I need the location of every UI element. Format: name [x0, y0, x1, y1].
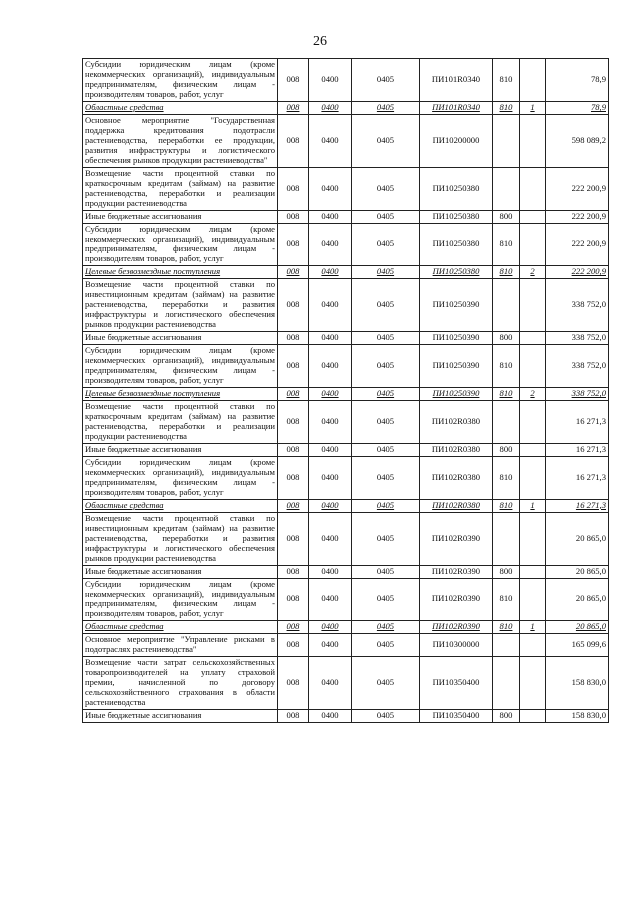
funding-source-cell: [520, 210, 546, 223]
expense-type-cell: [493, 657, 520, 710]
funding-source-cell: [520, 114, 546, 167]
row-name-cell: Областные средства: [83, 499, 278, 512]
amount-cell: 338 752,0: [546, 332, 609, 345]
table-row: [83, 345, 609, 388]
target-article-cell: ПИ102R0380: [420, 401, 493, 444]
target-article-cell: ПИ101R0340: [420, 59, 493, 102]
row-name-cell: Субсидии юридическим лицам (кроме некоммерческих организаций), индивидуальным предпринимателям, физическим лицам - производителям товаров, работ, услуг: [83, 59, 278, 102]
funding-source-cell: [520, 634, 546, 657]
funding-source-cell: [520, 401, 546, 444]
funding-source-cell: 1: [520, 499, 546, 512]
amount-cell: 222 200,9: [546, 167, 609, 210]
expense-type-cell: 800: [493, 443, 520, 456]
row-name-cell: Основное мероприятие "Государственная поддержка кредитования подотрасли растениеводства, переработки ее продукции, развития инфраструктуры и логистического обеспечения рынков продукции растениеводства": [83, 114, 278, 167]
section-code-cell: 0400: [309, 578, 352, 621]
ministry-code-cell: 008: [278, 332, 309, 345]
amount-cell: 16 271,3: [546, 443, 609, 456]
expense-type-cell: 810: [493, 223, 520, 266]
funding-source-cell: 1: [520, 101, 546, 114]
subsection-code-cell: 0405: [352, 167, 420, 210]
subsection-code-cell: 0405: [352, 565, 420, 578]
expense-type-cell: 800: [493, 710, 520, 723]
target-article-cell: ПИ10250390: [420, 388, 493, 401]
expense-type-cell: 810: [493, 101, 520, 114]
funding-source-cell: [520, 657, 546, 710]
amount-cell: 598 089,2: [546, 114, 609, 167]
subsection-code-cell: 0405: [352, 401, 420, 444]
funding-source-cell: [520, 345, 546, 388]
target-article-cell: ПИ10350400: [420, 710, 493, 723]
row-name-cell: Иные бюджетные ассигнования: [83, 710, 278, 723]
table-row: [83, 388, 609, 401]
section-code-cell: 0400: [309, 710, 352, 723]
row-name-cell: Возмещение части затрат сельскохозяйственных товаропроизводителей на уплату страховой премии, начисленной по договору сельскохозяйственного страхования в области растениеводства: [83, 657, 278, 710]
subsection-code-cell: 0405: [352, 578, 420, 621]
expense-type-cell: 810: [493, 388, 520, 401]
subsection-code-cell: 0405: [352, 499, 420, 512]
row-name-cell: Целевые безвозмездные поступления: [83, 266, 278, 279]
table-row: [83, 401, 609, 444]
expense-type-cell: [493, 401, 520, 444]
subsection-code-cell: 0405: [352, 279, 420, 332]
row-name-cell: Основное мероприятие "Управление рисками в подотраслях растениеводства": [83, 634, 278, 657]
table-row: [83, 710, 609, 723]
expense-type-cell: 800: [493, 565, 520, 578]
amount-cell: 222 200,9: [546, 210, 609, 223]
subsection-code-cell: 0405: [352, 59, 420, 102]
row-name-cell: Иные бюджетные ассигнования: [83, 443, 278, 456]
funding-source-cell: 2: [520, 266, 546, 279]
target-article-cell: ПИ10250380: [420, 266, 493, 279]
ministry-code-cell: 008: [278, 101, 309, 114]
ministry-code-cell: 008: [278, 401, 309, 444]
section-code-cell: 0400: [309, 565, 352, 578]
subsection-code-cell: 0405: [352, 223, 420, 266]
funding-source-cell: [520, 512, 546, 565]
section-code-cell: 0400: [309, 345, 352, 388]
row-name-cell: Возмещение части процентной ставки по инвестиционным кредитам (займам) на развитие растениеводства, переработки и развития инфраструктуры и логистического обеспечения рынков продукции растениеводства: [83, 512, 278, 565]
expense-type-cell: [493, 114, 520, 167]
table-row: [83, 512, 609, 565]
funding-source-cell: [520, 279, 546, 332]
amount-cell: 78,9: [546, 101, 609, 114]
funding-source-cell: [520, 443, 546, 456]
section-code-cell: 0400: [309, 657, 352, 710]
ministry-code-cell: 008: [278, 456, 309, 499]
table-row: [83, 223, 609, 266]
expense-type-cell: [493, 279, 520, 332]
table-row: [83, 634, 609, 657]
section-code-cell: 0400: [309, 512, 352, 565]
target-article-cell: ПИ10200000: [420, 114, 493, 167]
section-code-cell: 0400: [309, 456, 352, 499]
expense-type-cell: 810: [493, 345, 520, 388]
row-name-cell: Возмещение части процентной ставки по инвестиционным кредитам (займам) на развитие растениеводства, переработки и развития инфраструктуры и логистического обеспечения рынков продукции растениеводства: [83, 279, 278, 332]
ministry-code-cell: 008: [278, 266, 309, 279]
ministry-code-cell: 008: [278, 167, 309, 210]
section-code-cell: 0400: [309, 223, 352, 266]
section-code-cell: 0400: [309, 388, 352, 401]
page-number: 26: [313, 34, 327, 49]
expense-type-cell: [493, 167, 520, 210]
expense-type-cell: 810: [493, 456, 520, 499]
subsection-code-cell: 0405: [352, 388, 420, 401]
funding-source-cell: [520, 59, 546, 102]
ministry-code-cell: 008: [278, 634, 309, 657]
target-article-cell: ПИ10250380: [420, 223, 493, 266]
target-article-cell: ПИ102R0390: [420, 621, 493, 634]
ministry-code-cell: 008: [278, 223, 309, 266]
target-article-cell: ПИ10250390: [420, 279, 493, 332]
target-article-cell: ПИ102R0390: [420, 512, 493, 565]
section-code-cell: 0400: [309, 499, 352, 512]
target-article-cell: ПИ102R0390: [420, 565, 493, 578]
funding-source-cell: [520, 332, 546, 345]
ministry-code-cell: 008: [278, 279, 309, 332]
subsection-code-cell: 0405: [352, 456, 420, 499]
amount-cell: 222 200,9: [546, 223, 609, 266]
expense-type-cell: 810: [493, 578, 520, 621]
funding-source-cell: 1: [520, 621, 546, 634]
ministry-code-cell: 008: [278, 443, 309, 456]
target-article-cell: ПИ102R0380: [420, 499, 493, 512]
target-article-cell: ПИ102R0380: [420, 443, 493, 456]
target-article-cell: ПИ10350400: [420, 657, 493, 710]
funding-source-cell: [520, 710, 546, 723]
section-code-cell: 0400: [309, 279, 352, 332]
funding-source-cell: [520, 565, 546, 578]
section-code-cell: 0400: [309, 114, 352, 167]
target-article-cell: ПИ101R0340: [420, 101, 493, 114]
amount-cell: 222 200,9: [546, 266, 609, 279]
table-row: [83, 279, 609, 332]
amount-cell: 16 271,3: [546, 456, 609, 499]
amount-cell: 78,9: [546, 59, 609, 102]
target-article-cell: ПИ10250390: [420, 345, 493, 388]
row-name-cell: Субсидии юридическим лицам (кроме некоммерческих организаций), индивидуальным предпринимателям, физическим лицам - производителям товаров, работ, услуг: [83, 345, 278, 388]
table-row: [83, 114, 609, 167]
expense-type-cell: 800: [493, 210, 520, 223]
row-name-cell: Возмещение части процентной ставки по краткосрочным кредитам (займам) на развитие растениеводства, переработки и реализации продукции растениеводства: [83, 167, 278, 210]
amount-cell: 338 752,0: [546, 388, 609, 401]
target-article-cell: ПИ10300000: [420, 634, 493, 657]
table-row: [83, 499, 609, 512]
ministry-code-cell: 008: [278, 657, 309, 710]
amount-cell: 16 271,3: [546, 401, 609, 444]
funding-source-cell: 2: [520, 388, 546, 401]
table-row: [83, 578, 609, 621]
section-code-cell: 0400: [309, 167, 352, 210]
section-code-cell: 0400: [309, 401, 352, 444]
subsection-code-cell: 0405: [352, 621, 420, 634]
table-row: [83, 565, 609, 578]
section-code-cell: 0400: [309, 443, 352, 456]
amount-cell: 16 271,3: [546, 499, 609, 512]
amount-cell: 158 830,0: [546, 710, 609, 723]
section-code-cell: 0400: [309, 59, 352, 102]
row-name-cell: Субсидии юридическим лицам (кроме некоммерческих организаций), индивидуальным предпринимателям, физическим лицам - производителям товаров, работ, услуг: [83, 456, 278, 499]
amount-cell: 165 099,6: [546, 634, 609, 657]
subsection-code-cell: 0405: [352, 512, 420, 565]
expense-type-cell: [493, 512, 520, 565]
ministry-code-cell: 008: [278, 114, 309, 167]
amount-cell: 20 865,0: [546, 578, 609, 621]
expense-type-cell: [493, 634, 520, 657]
ministry-code-cell: 008: [278, 59, 309, 102]
expense-type-cell: 810: [493, 499, 520, 512]
target-article-cell: ПИ10250390: [420, 332, 493, 345]
amount-cell: 158 830,0: [546, 657, 609, 710]
ministry-code-cell: 008: [278, 345, 309, 388]
target-article-cell: ПИ10250380: [420, 210, 493, 223]
table-row: [83, 266, 609, 279]
row-name-cell: Субсидии юридическим лицам (кроме некоммерческих организаций), индивидуальным предпринимателям, физическим лицам - производителям товаров, работ, услуг: [83, 223, 278, 266]
table-row: [83, 456, 609, 499]
expense-type-cell: 800: [493, 332, 520, 345]
section-code-cell: 0400: [309, 266, 352, 279]
amount-cell: 20 865,0: [546, 621, 609, 634]
subsection-code-cell: 0405: [352, 710, 420, 723]
table-row: [83, 443, 609, 456]
subsection-code-cell: 0405: [352, 210, 420, 223]
expense-type-cell: 810: [493, 266, 520, 279]
ministry-code-cell: 008: [278, 512, 309, 565]
amount-cell: 338 752,0: [546, 279, 609, 332]
table-row: [83, 621, 609, 634]
row-name-cell: Иные бюджетные ассигнования: [83, 332, 278, 345]
ministry-code-cell: 008: [278, 499, 309, 512]
subsection-code-cell: 0405: [352, 114, 420, 167]
ministry-code-cell: 008: [278, 621, 309, 634]
table-row: [83, 101, 609, 114]
target-article-cell: ПИ102R0380: [420, 456, 493, 499]
budget-table-body: [83, 59, 609, 723]
ministry-code-cell: 008: [278, 210, 309, 223]
table-row: [83, 167, 609, 210]
ministry-code-cell: 008: [278, 578, 309, 621]
funding-source-cell: [520, 456, 546, 499]
budget-table: [82, 58, 609, 723]
amount-cell: 20 865,0: [546, 512, 609, 565]
amount-cell: 338 752,0: [546, 345, 609, 388]
subsection-code-cell: 0405: [352, 101, 420, 114]
row-name-cell: Субсидии юридическим лицам (кроме некоммерческих организаций), индивидуальным предпринимателям, физическим лицам - производителям товаров, работ, услуг: [83, 578, 278, 621]
row-name-cell: Возмещение части процентной ставки по краткосрочным кредитам (займам) на развитие растениеводства, переработки и реализации продукции растениеводства: [83, 401, 278, 444]
expense-type-cell: 810: [493, 59, 520, 102]
section-code-cell: 0400: [309, 621, 352, 634]
expense-type-cell: 810: [493, 621, 520, 634]
table-row: [83, 210, 609, 223]
section-code-cell: 0400: [309, 634, 352, 657]
table-row: [83, 657, 609, 710]
target-article-cell: ПИ102R0390: [420, 578, 493, 621]
row-name-cell: Областные средства: [83, 621, 278, 634]
table-row: [83, 59, 609, 102]
row-name-cell: Иные бюджетные ассигнования: [83, 565, 278, 578]
ministry-code-cell: 008: [278, 388, 309, 401]
row-name-cell: Целевые безвозмездные поступления: [83, 388, 278, 401]
funding-source-cell: [520, 578, 546, 621]
section-code-cell: 0400: [309, 101, 352, 114]
subsection-code-cell: 0405: [352, 657, 420, 710]
subsection-code-cell: 0405: [352, 443, 420, 456]
subsection-code-cell: 0405: [352, 345, 420, 388]
amount-cell: 20 865,0: [546, 565, 609, 578]
row-name-cell: Областные средства: [83, 101, 278, 114]
section-code-cell: 0400: [309, 332, 352, 345]
row-name-cell: Иные бюджетные ассигнования: [83, 210, 278, 223]
ministry-code-cell: 008: [278, 710, 309, 723]
target-article-cell: ПИ10250380: [420, 167, 493, 210]
subsection-code-cell: 0405: [352, 634, 420, 657]
subsection-code-cell: 0405: [352, 266, 420, 279]
section-code-cell: 0400: [309, 210, 352, 223]
table-row: [83, 332, 609, 345]
subsection-code-cell: 0405: [352, 332, 420, 345]
funding-source-cell: [520, 167, 546, 210]
funding-source-cell: [520, 223, 546, 266]
ministry-code-cell: 008: [278, 565, 309, 578]
